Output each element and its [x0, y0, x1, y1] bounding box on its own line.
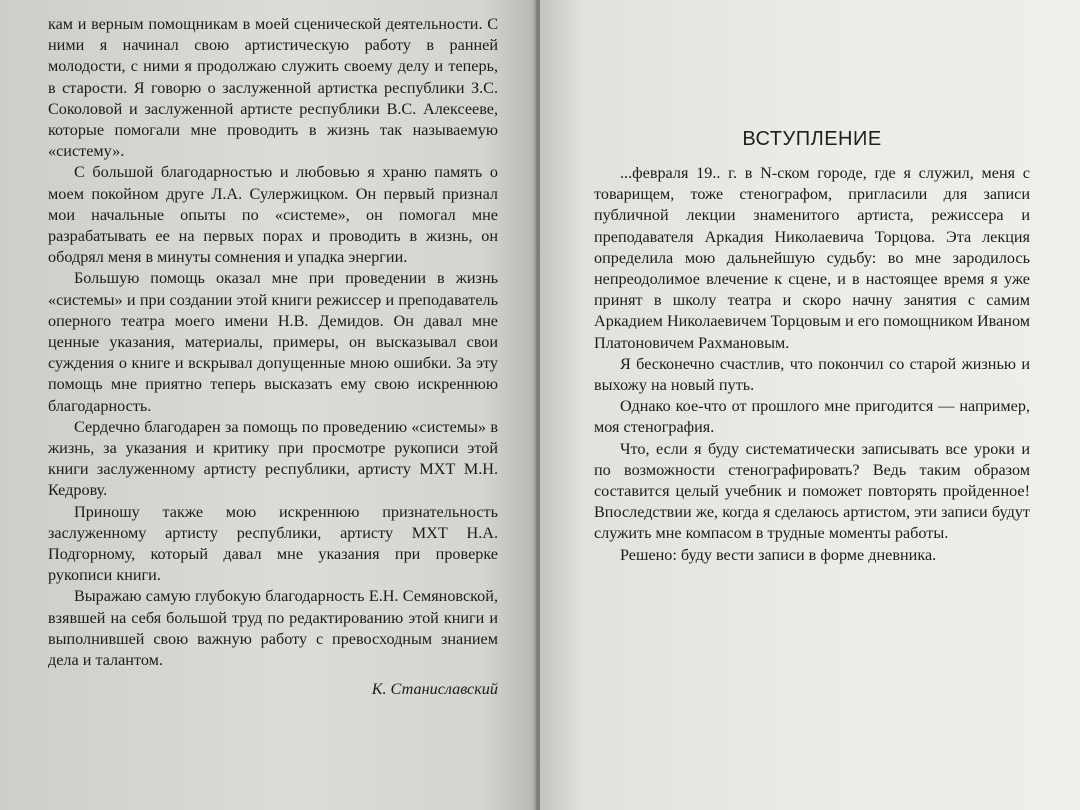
- left-paragraph-6: Выражаю самую глубокую благодарность Е.Н. Семяновской, взявшей на себя большой труд по редактированию этой книги и выполнившей свою важную работу с превосходным знанием дела и талантом.: [48, 587, 498, 670]
- right-page-text: [594, 163, 1030, 566]
- chapter-heading: ВСТУПЛЕНИЕ: [742, 128, 882, 150]
- left-paragraph-1: кам и верным помощникам в моей сценической деятельности. С ними я начинал свою артистическую работу в ранней молодости, с ними я продолжаю служить своему делу и теперь, в старости. Я говорю о заслуженной артистка республики З.С. Соколовой и заслуженной артисте республики В.С. Алексееве, которые помогали мне проводить в жизнь так называемую «систему».: [48, 15, 498, 161]
- right-paragraph-4: Что, если я буду систематически записывать все уроки и по возможности стенографировать? Ведь таким образом составится целый учебник и поможет повторять пройденное! Впоследствии же, когда я сделаюсь артистом, эти записи будут служить мне компасом в трудные моменты работы.: [594, 439, 1030, 543]
- left-paragraph-5: Приношу также мою искреннюю признательность заслуженному артисту республики, артисту МХТ Н.А. Подгорному, который давал мне указания при проверке рукописи книги.: [48, 502, 498, 585]
- right-paragraph-1: ...февраля 19.. г. в N-ском городе, где я служил, меня с товарищем, тоже стенографом, пригласили для записи публичной лекции знаменитого артиста, режиссера и преподавателя Аркадия Николаевича Торцова. Эта лекция определила мою дальнейшую судьбу: во мне зародилось непреодолимое влечение к сцене, и в настоящее время я уже принят в школу театра и скоро начну занятия с самим Аркадием Николаевичем Торцовым и его помощником Иваном Платоновичем Рахмановым.: [594, 164, 1030, 352]
- left-paragraph-3: Большую помощь оказал мне при проведении в жизнь «системы» и при создании этой книги режиссер и преподаватель оперного театра моего имени Н.В. Демидов. Он давал мне ценные указания, материалы, примеры, он высказывал свои суждения о книге и вскрывал допущенные мною ошибки. За эту помощь мне приятно теперь высказать ему свою искреннюю благодарность.: [48, 269, 498, 415]
- right-paragraph-3: Однако кое-что от прошлого мне пригодится — например, моя стенография.: [594, 397, 1030, 437]
- right-paragraph-2: Я бесконечно счастлив, что покончил со старой жизнью и выхожу на новый путь.: [594, 354, 1030, 395]
- left-paragraph-2: С большой благодарностью и любовью я храню память о моем покойном друге Л.А. Сулержицком. Он первый признал мои начальные опыты по «системе», он помогал мне разрабатывать ее на первых порах и проводить в жизнь, он ободрял меня в минуты сомнения и упадка энергии.: [48, 163, 498, 267]
- right-page: [540, 0, 1080, 810]
- left-paragraph-4: Сердечно благодарен за помощь по проведению «системы» в жизнь, за указания и критику при просмотре рукописи этой книги заслуженному артисту республики, артисту МХТ М.Н. Кедрову.: [48, 417, 498, 500]
- author-signature: К. Станиславский: [371, 680, 498, 699]
- left-page-text: [48, 14, 498, 671]
- right-paragraph-5: Решено: буду вести записи в форме дневника.: [620, 545, 937, 564]
- left-page: [0, 0, 536, 810]
